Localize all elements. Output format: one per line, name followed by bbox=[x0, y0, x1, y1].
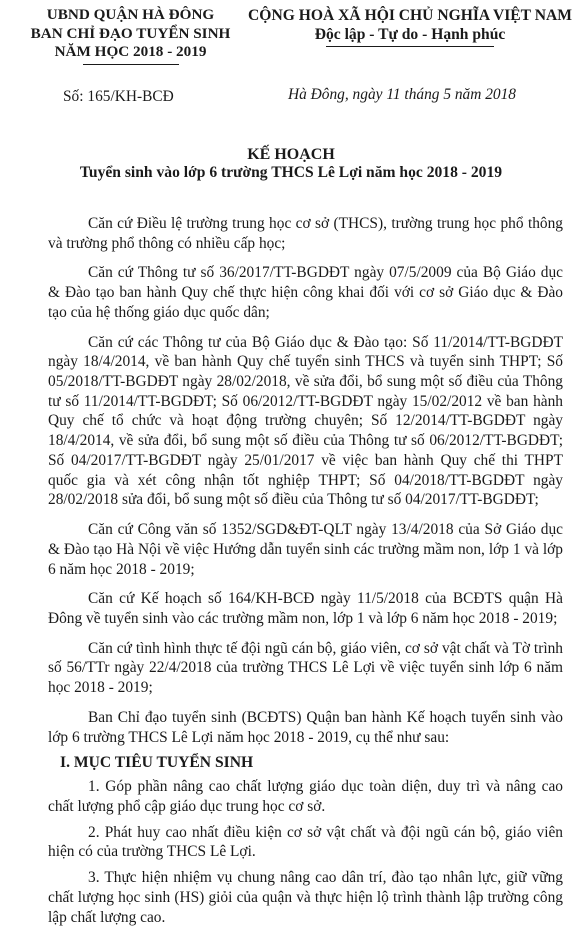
document-subtitle: Tuyển sinh vào lớp 6 trường THCS Lê Lợi năm học 2018 - 2019 bbox=[79, 164, 503, 181]
list-item: 2. Phát huy cao nhất điều kiện cơ sở vật chất và đội ngũ cán bộ, giáo viên hiện có của trường THCS Lê Lợi. bbox=[48, 823, 563, 861]
motto-underline bbox=[326, 46, 494, 47]
issuing-authority bbox=[18, 6, 243, 65]
document-number: Số: 165/KH-BCĐ bbox=[63, 88, 174, 105]
document-body bbox=[48, 214, 563, 933]
nation-name: CỘNG HOÀ XÃ HỘI CHỦ NGHĨA VIỆT NAM bbox=[248, 7, 572, 24]
org-line-1: UBND QUẬN HÀ ĐÔNG bbox=[46, 6, 215, 23]
paragraph: Ban Chỉ đạo tuyển sinh (BCĐTS) Quận ban hành Kế hoạch tuyển sinh vào lớp 6 trường THCS Lê Lợi năm học 2018 - 2019, cụ thể như sau: bbox=[48, 708, 563, 746]
paragraph: Căn cứ Điều lệ trường trung học cơ sở (THCS), trường trung học phổ thông và trường phổ thông có nhiều cấp học; bbox=[48, 215, 563, 252]
org-line-2: BAN CHỈ ĐẠO TUYỂN SINH bbox=[30, 24, 231, 42]
document-title: KẾ HOẠCH bbox=[247, 146, 335, 163]
place-and-date: Hà Đông, ngày 11 tháng 5 năm 2018 bbox=[288, 86, 516, 103]
national-motto: Độc lập - Tự do - Hạnh phúc bbox=[314, 26, 506, 44]
list-item: 1. Góp phần nâng cao chất lượng giáo dục toàn diện, duy trì và nâng cao chất lượng phổ cập giáo dục trung học cơ sở. bbox=[48, 778, 563, 815]
section-heading: I. MỤC TIÊU TUYỂN SINH bbox=[60, 754, 254, 772]
authority-underline bbox=[83, 64, 179, 65]
paragraph: Căn cứ Công văn số 1352/SGD&ĐT-QLT ngày 13/4/2018 của Sở Giáo dục & Đào tạo Hà Nội về việc Hướng dẫn tuyển sinh các trường mầm non, lớp 1 và lớp 6 năm học 2018 - 2019; bbox=[48, 521, 563, 578]
paragraph: Căn cứ Kế hoạch số 164/KH-BCĐ ngày 11/5/2018 của BCĐTS quận Hà Đông về tuyển sinh vào các trường mầm non, lớp 1 và lớp 6 năm học 2018 - 2019; bbox=[48, 590, 563, 627]
paragraph: Căn cứ tình hình thực tế đội ngũ cán bộ, giáo viên, cơ sở vật chất và Tờ trình số 56/TTr ngày 22/4/2018 của trường THCS Lê Lợi về việc tuyển sinh lớp 6 năm học 2018 - 2019; bbox=[48, 639, 563, 697]
national-header bbox=[245, 6, 575, 47]
list-item: 3. Thực hiện nhiệm vụ chung nâng cao dân trí, đào tạo nhân lực, giữ vững chất lượng học sinh (HS) giỏi của quận và thực hiện lộ trình thành lập trường công lập chất lượng cao. bbox=[48, 869, 563, 926]
paragraph: Căn cứ Thông tư số 36/2017/TT-BGDĐT ngày 07/5/2009 của Bộ Giáo dục & Đào tạo ban hành Quy chế thực hiện công khai đối với cơ sở Giáo dục & Đào tạo của hệ thống giáo dục quốc dân; bbox=[48, 264, 563, 321]
paragraph: Căn cứ các Thông tư của Bộ Giáo dục & Đào tạo: Số 11/2014/TT-BGDĐT ngày 18/4/2014, về ban hành Quy chế tuyển sinh THCS và tuyển sinh THPT; Số 05/2018/TT-BGDĐT ngày 28/02/2018, về sửa đổi, bổ sung một số điều của Thông tư số 11/2014/TT-BGDĐT; Số 06/2012/TT-BGDĐT ngày 15/02/2012 về ban hành Quy chế tổ chức và hoạt động trường chuyên; Số 12/2014/TT-BGDĐT ngày 18/4/2014, về sửa đổi, bổ sung một số điều của Thông tư số 06/2012/TT-BGDĐT; Số 04/2017/TT-BGDĐT ngày 25/01/2017 về việc ban hành Quy chế thi THPT quốc gia và xét công nhận tốt nghiệp THPT; Số 04/2018/TT-BGDĐT ngày 28/02/2018 sửa đổi, bổ sung một số điều của Thông tư số 04/2017/TT-BGDĐT; bbox=[48, 333, 563, 509]
org-line-3: NĂM HỌC 2018 - 2019 bbox=[54, 43, 207, 61]
